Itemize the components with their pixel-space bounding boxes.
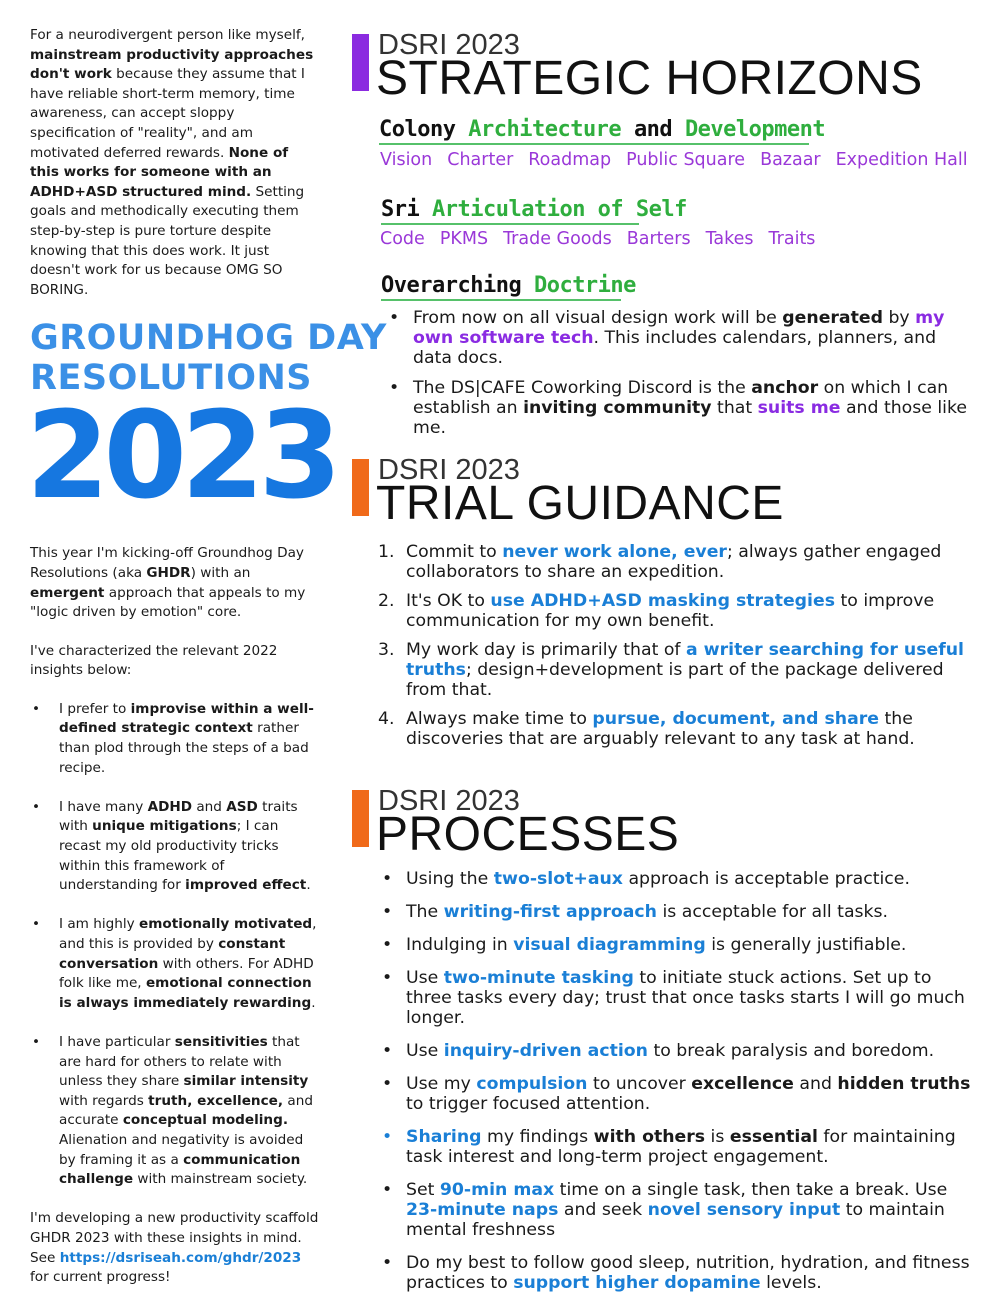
text: and <box>793 1074 838 1094</box>
text-highlight: a writer searching for useful truths <box>406 640 964 680</box>
groundhog-title <box>26 318 387 527</box>
text: The DS|CAFE Coworking Discord is the <box>413 378 752 398</box>
text-bold: ASD <box>226 798 258 815</box>
section-color-bar <box>352 34 369 91</box>
text-bold: with others <box>593 1127 706 1147</box>
text-bold: generated <box>782 308 883 328</box>
text-highlight: 90-min max <box>439 1180 555 1200</box>
list-item <box>378 1041 978 1061</box>
text-highlight: two-minute tasking <box>443 968 634 988</box>
item-number: 2. <box>378 591 395 611</box>
link-charter[interactable]: Charter <box>447 150 514 170</box>
list-item <box>30 700 320 778</box>
text: Set <box>406 1180 440 1200</box>
text-highlight: use ADHD+ASD masking strategies <box>490 591 835 611</box>
list-item <box>378 935 978 955</box>
text: . <box>311 994 316 1011</box>
list-item <box>378 591 978 631</box>
text: ; design+development is part of the package delivered from that. <box>406 660 944 700</box>
text: Use <box>406 1041 444 1061</box>
section-color-bar <box>352 459 369 516</box>
colony-links <box>380 149 983 171</box>
insights-paragraph: I've characterized the relevant 2022 insights below: <box>30 642 278 679</box>
text-bold: similar intensity <box>183 1073 309 1090</box>
item-number: 3. <box>378 640 395 660</box>
text: Do my best to follow good sleep, nutrition, hydration, and fitness practices to <box>406 1253 970 1293</box>
text-bold: communication challenge <box>59 1151 301 1188</box>
text: Indulging in <box>406 935 514 955</box>
text: and seek <box>558 1200 648 1220</box>
text-green: Development <box>684 117 826 142</box>
text-bold: constant conversation <box>59 936 286 972</box>
text: is acceptable for all tasks. <box>656 902 889 922</box>
text: and those like me. <box>413 398 968 438</box>
text: From now on all visual design work will be <box>413 308 783 328</box>
text-highlight: suits me <box>757 398 841 418</box>
text: Sri <box>381 197 420 222</box>
section-title: PROCESSES <box>376 808 680 861</box>
text-bold: None of this works for someone with an ADHD+ASD structured mind. <box>30 144 289 200</box>
text: Using the <box>406 869 494 889</box>
link-barters[interactable]: Barters <box>626 229 691 249</box>
text: the discoveries that are arguably relevant to any task at hand. <box>406 709 915 749</box>
text-highlight: my own software tech <box>413 308 945 348</box>
colony-heading <box>379 117 825 143</box>
doctrine-heading <box>381 273 636 299</box>
text-bold: GHDR <box>146 564 191 581</box>
heading-underline <box>381 223 639 225</box>
title-year: 2023 <box>26 387 336 527</box>
text: I have many <box>59 798 148 815</box>
item-number: 4. <box>378 709 395 729</box>
text: and accurate <box>59 1092 313 1129</box>
text: I'm developing a new productivity scaffold GHDR 2023 with these insights in mind. See <box>30 1210 319 1266</box>
text: I am highly <box>59 916 140 933</box>
processes-list <box>378 869 978 1293</box>
link-takes[interactable]: Takes <box>705 229 754 249</box>
text: I prefer to <box>59 700 131 717</box>
sri-heading <box>381 197 687 223</box>
text-green: Architecture <box>468 117 622 142</box>
text: Commit to <box>406 542 503 562</box>
section-title: TRIAL GUIDANCE <box>376 477 784 530</box>
list-item <box>30 915 320 1013</box>
text: Colony <box>379 117 456 142</box>
ghdr-link[interactable]: https://dsriseah.com/ghdr/2023 <box>59 1249 302 1266</box>
list-item <box>378 968 978 1028</box>
text: that are hard for others to relate with unless they share <box>59 1033 300 1090</box>
intro-paragraph <box>30 26 320 300</box>
text: ) with an <box>190 564 251 581</box>
text-bold: anchor <box>751 378 819 398</box>
text: . This includes calendars, planners, and data docs. <box>413 328 937 368</box>
list-item <box>378 1127 978 1167</box>
section-subtitle: DSRI 2023 <box>378 454 520 486</box>
left-column <box>26 26 387 1288</box>
closing-paragraph <box>30 1209 320 1287</box>
text-bold: emotional connection is always immediately rewarding <box>59 975 312 1011</box>
doctrine-list <box>385 308 975 438</box>
insights-list <box>30 700 320 1190</box>
text-bold: improved effect <box>185 877 307 894</box>
list-item <box>378 902 978 922</box>
link-trade-goods[interactable]: Trade Goods <box>503 229 612 249</box>
link-vision[interactable]: Vision <box>380 150 433 170</box>
text: Always make time to <box>406 709 593 729</box>
title-line-2: RESOLUTIONS <box>30 358 312 399</box>
text: This year I'm kicking-off Groundhog Day Resolutions (aka <box>30 545 304 581</box>
text: . <box>306 877 311 894</box>
text: for maintaining task interest and long-term project engagement. <box>406 1127 956 1167</box>
text-highlight: writing-first approach <box>443 902 657 922</box>
text: that <box>711 398 758 418</box>
text: with regards <box>59 1092 149 1109</box>
text: Use my <box>406 1074 477 1094</box>
text-bold: conceptual modeling. <box>122 1112 288 1129</box>
list-item <box>378 1180 978 1240</box>
text: with others. For ADHD folk like me, <box>59 955 314 992</box>
text: my findings <box>481 1127 594 1147</box>
list-item <box>378 869 978 889</box>
text: to initiate stuck actions. Set up to three tasks every day; trust that once tasks starts I will go much longer. <box>406 968 965 1028</box>
text-highlight: two-slot+aux <box>493 869 623 889</box>
list-item <box>385 308 975 368</box>
text: levels. <box>760 1273 822 1293</box>
link-expedition-hall[interactable]: Expedition Hall <box>835 150 968 170</box>
text-bold: improvise within a well-defined strategic context <box>59 700 314 737</box>
link-bazaar[interactable]: Bazaar <box>760 150 821 170</box>
text: ; I can recast my old productivity tricks within this framework of understanding for <box>59 818 279 894</box>
text-bold: truth, excellence, <box>148 1092 284 1109</box>
list-item <box>378 640 978 700</box>
text-bold: inviting community <box>523 398 712 418</box>
link-roadmap[interactable]: Roadmap <box>528 150 612 170</box>
text-green: Articulation of Self <box>432 197 687 222</box>
text-highlight: support higher dopamine <box>513 1273 761 1293</box>
text: Use <box>406 968 444 988</box>
text-highlight: 23-minute naps <box>406 1200 559 1220</box>
text: approach is acceptable practice. <box>622 869 910 889</box>
heading-underline <box>381 299 621 301</box>
text: rather than plod through the steps of a bad recipe. <box>59 720 309 776</box>
text: to break paralysis and boredom. <box>647 1041 935 1061</box>
text-highlight: pursue, document, and share <box>592 709 879 729</box>
text-bold: hidden truths <box>837 1074 971 1094</box>
text-green: Doctrine <box>533 273 636 298</box>
link-public-square[interactable]: Public Square <box>626 150 746 170</box>
text-highlight: visual diagramming <box>513 935 706 955</box>
text: Setting goals and methodically executing them step-by-step is pure torture despite knowing that this does work. It just doesn't work for us because OMG SO BORING. <box>30 183 305 298</box>
text-bold: sensitivities <box>174 1033 268 1050</box>
ghdr-paragraph <box>30 544 320 622</box>
text-highlight: Sharing <box>406 1127 482 1147</box>
text: time on a single task, then take a break. Use <box>554 1180 948 1200</box>
text: is <box>705 1127 730 1147</box>
text-highlight: never work alone, ever <box>502 542 727 562</box>
text: to trigger focused attention. <box>406 1094 651 1114</box>
section-subtitle: DSRI 2023 <box>378 785 520 817</box>
list-item <box>30 1033 320 1190</box>
text: approach that appeals to my "logic driven by emotion" core. <box>30 584 306 621</box>
text-bold: excellence <box>691 1074 794 1094</box>
link-code[interactable]: Code <box>380 229 425 249</box>
text: traits with <box>59 798 298 835</box>
trial-list <box>378 542 978 749</box>
text: , and this is provided by <box>59 916 317 952</box>
text-bold: essential <box>729 1127 818 1147</box>
text-bold: unique mitigations <box>92 818 237 835</box>
text: because they assume that I have reliable short-term memory, time awareness, can accept sloppy specification of "reality", and am motivated deferred rewards. <box>30 66 305 161</box>
sri-links <box>380 228 830 250</box>
list-item <box>378 1074 978 1114</box>
text-bold: emotionally motivated <box>139 916 313 933</box>
text-bold: emergent <box>30 584 105 601</box>
text: For a neurodivergent person like myself, <box>30 27 305 43</box>
text: on which I can establish an <box>413 378 949 418</box>
text: by <box>882 308 916 328</box>
text: ; always gather engaged collaborators to share an expedition. <box>406 542 942 582</box>
section-color-bar <box>352 790 369 847</box>
text: and <box>633 117 673 142</box>
section-subtitle: DSRI 2023 <box>378 29 520 61</box>
list-item <box>378 709 978 749</box>
text: Overarching <box>381 273 522 298</box>
text: Alienation and negativity is avoided by framing it as a <box>59 1131 304 1168</box>
text: The <box>406 902 444 922</box>
item-number: 1. <box>378 542 395 562</box>
text-highlight: compulsion <box>476 1074 588 1094</box>
text: It's OK to <box>406 591 491 611</box>
text: with mainstream society. <box>133 1171 308 1188</box>
list-item <box>30 798 320 896</box>
text: and <box>192 798 227 815</box>
text: is generally justifiable. <box>705 935 907 955</box>
title-line-1: GROUNDHOG DAY <box>30 318 387 359</box>
text-bold: mainstream productivity approaches don't work <box>30 46 314 83</box>
text: to improve communication for my own benefit. <box>406 591 935 631</box>
text-highlight: novel sensory input <box>647 1200 841 1220</box>
text: I have particular <box>59 1033 175 1050</box>
link-traits[interactable]: Traits <box>768 229 816 249</box>
text: to maintain mental freshness <box>406 1200 945 1240</box>
list-item <box>385 378 975 438</box>
list-item <box>378 1253 978 1293</box>
text: My work day is primarily that of <box>406 640 686 660</box>
heading-underline <box>379 143 809 145</box>
text: to uncover <box>587 1074 692 1094</box>
text-bold: ADHD <box>147 798 193 815</box>
text: for current progress! <box>30 1269 171 1286</box>
section-title: STRATEGIC HORIZONS <box>376 52 923 105</box>
text-highlight: inquiry-driven action <box>443 1041 648 1061</box>
link-pkms[interactable]: PKMS <box>439 229 489 249</box>
list-item <box>378 542 978 582</box>
